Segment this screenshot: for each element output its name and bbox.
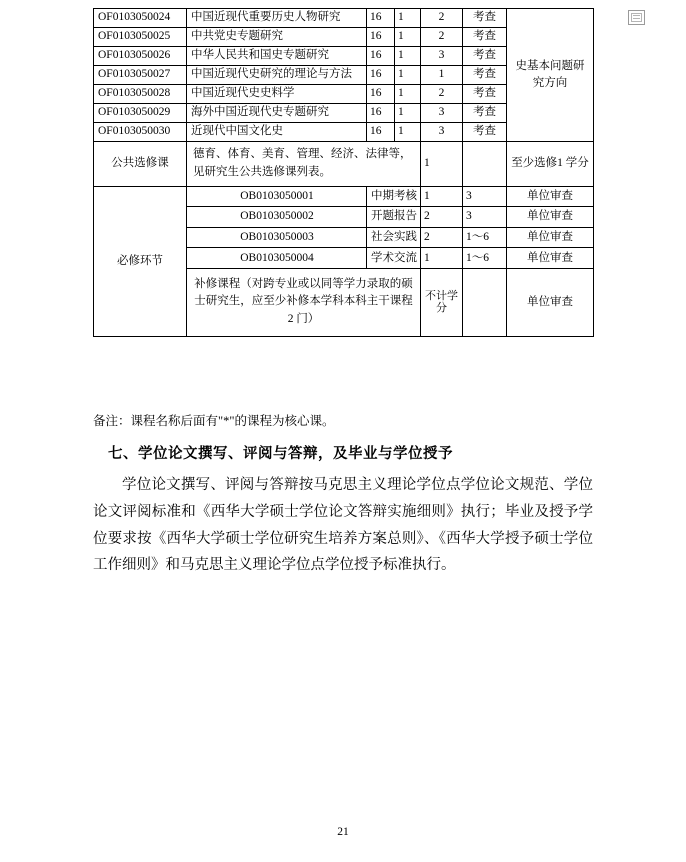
course-code: OF0103050027	[94, 66, 187, 85]
required-credit: 1	[421, 186, 463, 207]
table-row	[94, 9, 594, 28]
required-remark: 单位审查	[507, 186, 594, 207]
course-code: OF0103050029	[94, 104, 187, 123]
table-note: 备注：课程名称后面有"*"的课程为核心课。	[93, 414, 335, 428]
required-credit: 2	[421, 227, 463, 248]
required-code: OB0103050003	[187, 227, 367, 248]
public-elective-content: 德育、体育、美育、管理、经济、法律等，见研究生公共选修课列表。	[187, 142, 421, 187]
course-credit: 1	[395, 47, 421, 66]
course-name: 海外中国近现代史专题研究	[187, 104, 367, 123]
course-remark: 史基本问题研究方向	[507, 9, 594, 142]
public-elective-label	[94, 142, 187, 187]
course-assessment: 考查	[463, 47, 507, 66]
course-assessment: 考查	[463, 85, 507, 104]
course-assessment: 考查	[463, 28, 507, 47]
course-name: 中国近现代史研究的理论与方法	[187, 66, 367, 85]
required-term: 3	[463, 186, 507, 207]
table-row	[94, 186, 594, 207]
required-name: 开题报告	[367, 207, 421, 228]
course-credit: 1	[395, 28, 421, 47]
required-name: 社会实践	[367, 227, 421, 248]
public-elective-credit: 1	[421, 142, 463, 187]
makeup-course-text: 补修课程（对跨专业或以同等学力录取的硕士研究生，应至少补修本学科本科主干课程 2 门）	[187, 268, 421, 336]
course-hours: 16	[367, 123, 395, 142]
required-term: 3	[463, 207, 507, 228]
public-elective-assessment	[463, 142, 507, 187]
required-name: 中期考核	[367, 186, 421, 207]
course-name: 中共党史专题研究	[187, 28, 367, 47]
makeup-course-credit-text: 不计学分	[425, 289, 458, 315]
course-table-container	[93, 8, 593, 337]
section-paragraph: 学位论文撰写、评阅与答辩按马克思主义理论学位点学位论文规范、学位论文评阅标准和《西华大学硕士学位论文答辩实施细则》执行；毕业及授予学位要求按《西华大学硕士学位研究生培养方案总则》、《西华大学授予硕士学位工作细则》和马克思主义理论学位点学位授予标准执行。	[93, 477, 593, 574]
required-remark: 单位审查	[507, 207, 594, 228]
course-table	[93, 8, 594, 337]
course-credit: 1	[395, 66, 421, 85]
public-elective-row	[94, 142, 594, 187]
required-credit: 2	[421, 207, 463, 228]
required-code: OB0103050002	[187, 207, 367, 228]
course-credit: 1	[395, 85, 421, 104]
course-name: 中华人民共和国史专题研究	[187, 47, 367, 66]
required-remark: 单位审查	[507, 248, 594, 269]
course-hours: 16	[367, 85, 395, 104]
makeup-course-term	[463, 268, 507, 336]
course-hours: 16	[367, 66, 395, 85]
required-term: 1～6	[463, 248, 507, 269]
course-assessment: 考查	[463, 66, 507, 85]
course-name: 中国近现代重要历史人物研究	[187, 9, 367, 28]
course-code: OF0103050024	[94, 9, 187, 28]
course-code: OF0103050026	[94, 47, 187, 66]
course-credit: 1	[395, 123, 421, 142]
course-credit: 1	[395, 104, 421, 123]
required-credit: 1	[421, 248, 463, 269]
course-hours: 16	[367, 47, 395, 66]
required-section-label-text: 必修环节	[117, 254, 163, 267]
course-term: 2	[421, 9, 463, 28]
course-name: 中国近现代史史料学	[187, 85, 367, 104]
course-term: 3	[421, 123, 463, 142]
page-number: 21	[337, 826, 349, 838]
note-icon	[628, 10, 645, 25]
course-term: 1	[421, 66, 463, 85]
makeup-course-remark: 单位审查	[507, 268, 594, 336]
public-elective-remark: 至少选修1 学分	[507, 142, 594, 187]
makeup-course-credit	[421, 268, 463, 336]
required-code: OB0103050001	[187, 186, 367, 207]
course-term: 2	[421, 28, 463, 47]
required-remark: 单位审查	[507, 227, 594, 248]
required-code: OB0103050004	[187, 248, 367, 269]
required-name: 学术交流	[367, 248, 421, 269]
course-assessment: 考查	[463, 123, 507, 142]
course-hours: 16	[367, 104, 395, 123]
course-code: OF0103050028	[94, 85, 187, 104]
course-assessment: 考查	[463, 9, 507, 28]
course-credit: 1	[395, 9, 421, 28]
course-term: 3	[421, 104, 463, 123]
required-term: 1～6	[463, 227, 507, 248]
required-section-label	[94, 186, 187, 336]
course-assessment: 考查	[463, 104, 507, 123]
course-hours: 16	[367, 28, 395, 47]
public-elective-label-text: 公共选修课	[111, 157, 169, 170]
section-heading: 七、学位论文撰写、评阅与答辩，及毕业与学位授予	[108, 446, 453, 462]
course-hours: 16	[367, 9, 395, 28]
course-name: 近现代中国文化史	[187, 123, 367, 142]
course-code: OF0103050025	[94, 28, 187, 47]
course-term: 3	[421, 47, 463, 66]
course-code: OF0103050030	[94, 123, 187, 142]
course-term: 2	[421, 85, 463, 104]
